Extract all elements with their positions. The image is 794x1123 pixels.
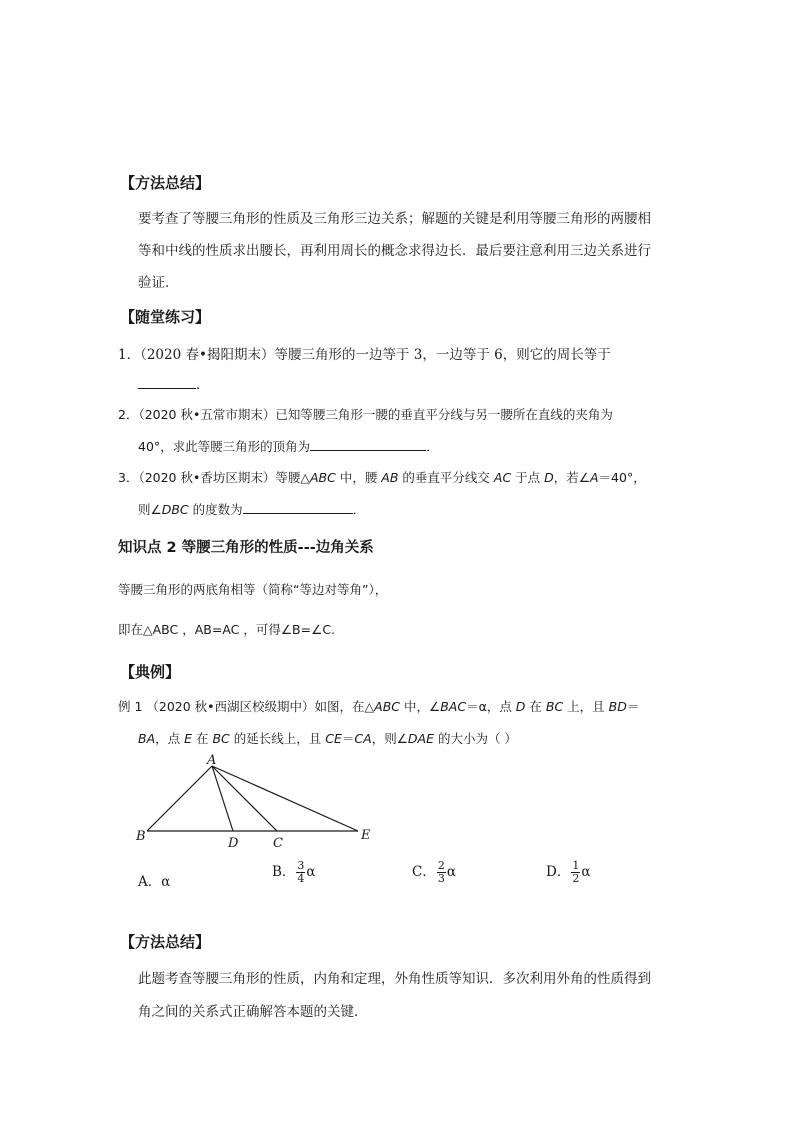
question-1-answer-line: ． [138,373,210,393]
segment-ab [147,766,212,831]
question-2-answer-line: 40°，求此等腰三角形的顶角为 ． [138,439,439,454]
segment-ac [212,766,277,831]
fraction: $\frac{3}{4}$ [297,859,305,885]
section-heading-example: 【典例】 [120,663,181,681]
vertex-label-a: A [207,753,217,768]
section-heading-method-summary: 【方法总结】 [120,174,211,192]
example-1-text-line-2: BA，点 E 在 BC 的延长线上，且 CE＝CA，则∠DAE 的大小为（ ） [138,731,517,746]
paragraph-line: 验证． [138,275,179,291]
example-1-text-line-1: 例 1 （2020 秋•西湖区校级期中）如图，在△ABC 中，∠BAC＝α，点 D 在 BC 上，且 BD＝ [118,699,640,714]
fraction: $\frac{1}{2}$ [572,859,580,885]
triangle-figure [130,750,390,855]
question-3-text: 3．（2020 秋•香坊区期末）等腰△ABC 中，腰 AB 的垂直平分线交 AC 于点 D，若∠A＝40°， [118,470,646,485]
answer-blank [310,438,426,451]
answer-blank [243,501,353,514]
point-label-d: D [228,836,239,851]
vertex-label-b: B [136,829,146,844]
point-label-e: E [361,828,371,843]
answer-blank [138,376,196,389]
segment-ae [212,766,358,831]
option-a: A．α [138,874,171,890]
question-1-text: 1．（2020 春•揭阳期末）等腰三角形的一边等于 3，一边等于 6，则它的周长等于 [118,347,611,363]
section-heading-method-summary-2: 【方法总结】 [120,933,211,951]
option-c: C． $\frac{2}{3}$ α [412,859,456,885]
fraction: $\frac{2}{3}$ [437,859,445,885]
knowledge-point-2-formula: 即在△ABC ，AB=AC ，可得∠B=∠C. [118,622,336,637]
question-3-answer-line: 则∠DBC 的度数为 ． [138,502,366,517]
paragraph-line: 角之间的关系式正确解答本题的关键． [138,1004,368,1020]
knowledge-point-2-statement: 等腰三角形的两底角相等（简称“等边对等角”）， [118,582,388,597]
paragraph-line: 等和中线的性质求出腰长，再利用周长的概念求得边长．最后要注意利用三边关系进行 [138,243,651,259]
point-label-c: C [273,836,283,851]
section-heading-practice: 【随堂练习】 [120,308,211,326]
paragraph-line: 此题考查等腰三角形的性质，内角和定理，外角性质等知识．多次利用外角的性质得到 [138,971,651,987]
paragraph-line: 要考查了等腰三角形的性质及三角形三边关系；解题的关键是利用等腰三角形的两腰相 [138,211,651,227]
option-b: B． $\frac{3}{4}$ α [272,859,316,885]
knowledge-point-2-title: 知识点 2 等腰三角形的性质---边角关系 [118,540,374,556]
question-2-text: 2．（2020 秋•五常市期末）已知等腰三角形一腰的垂直平分线与另一腰所在直线的夹角为 [118,407,613,422]
option-d: D． $\frac{1}{2}$ α [546,859,591,885]
